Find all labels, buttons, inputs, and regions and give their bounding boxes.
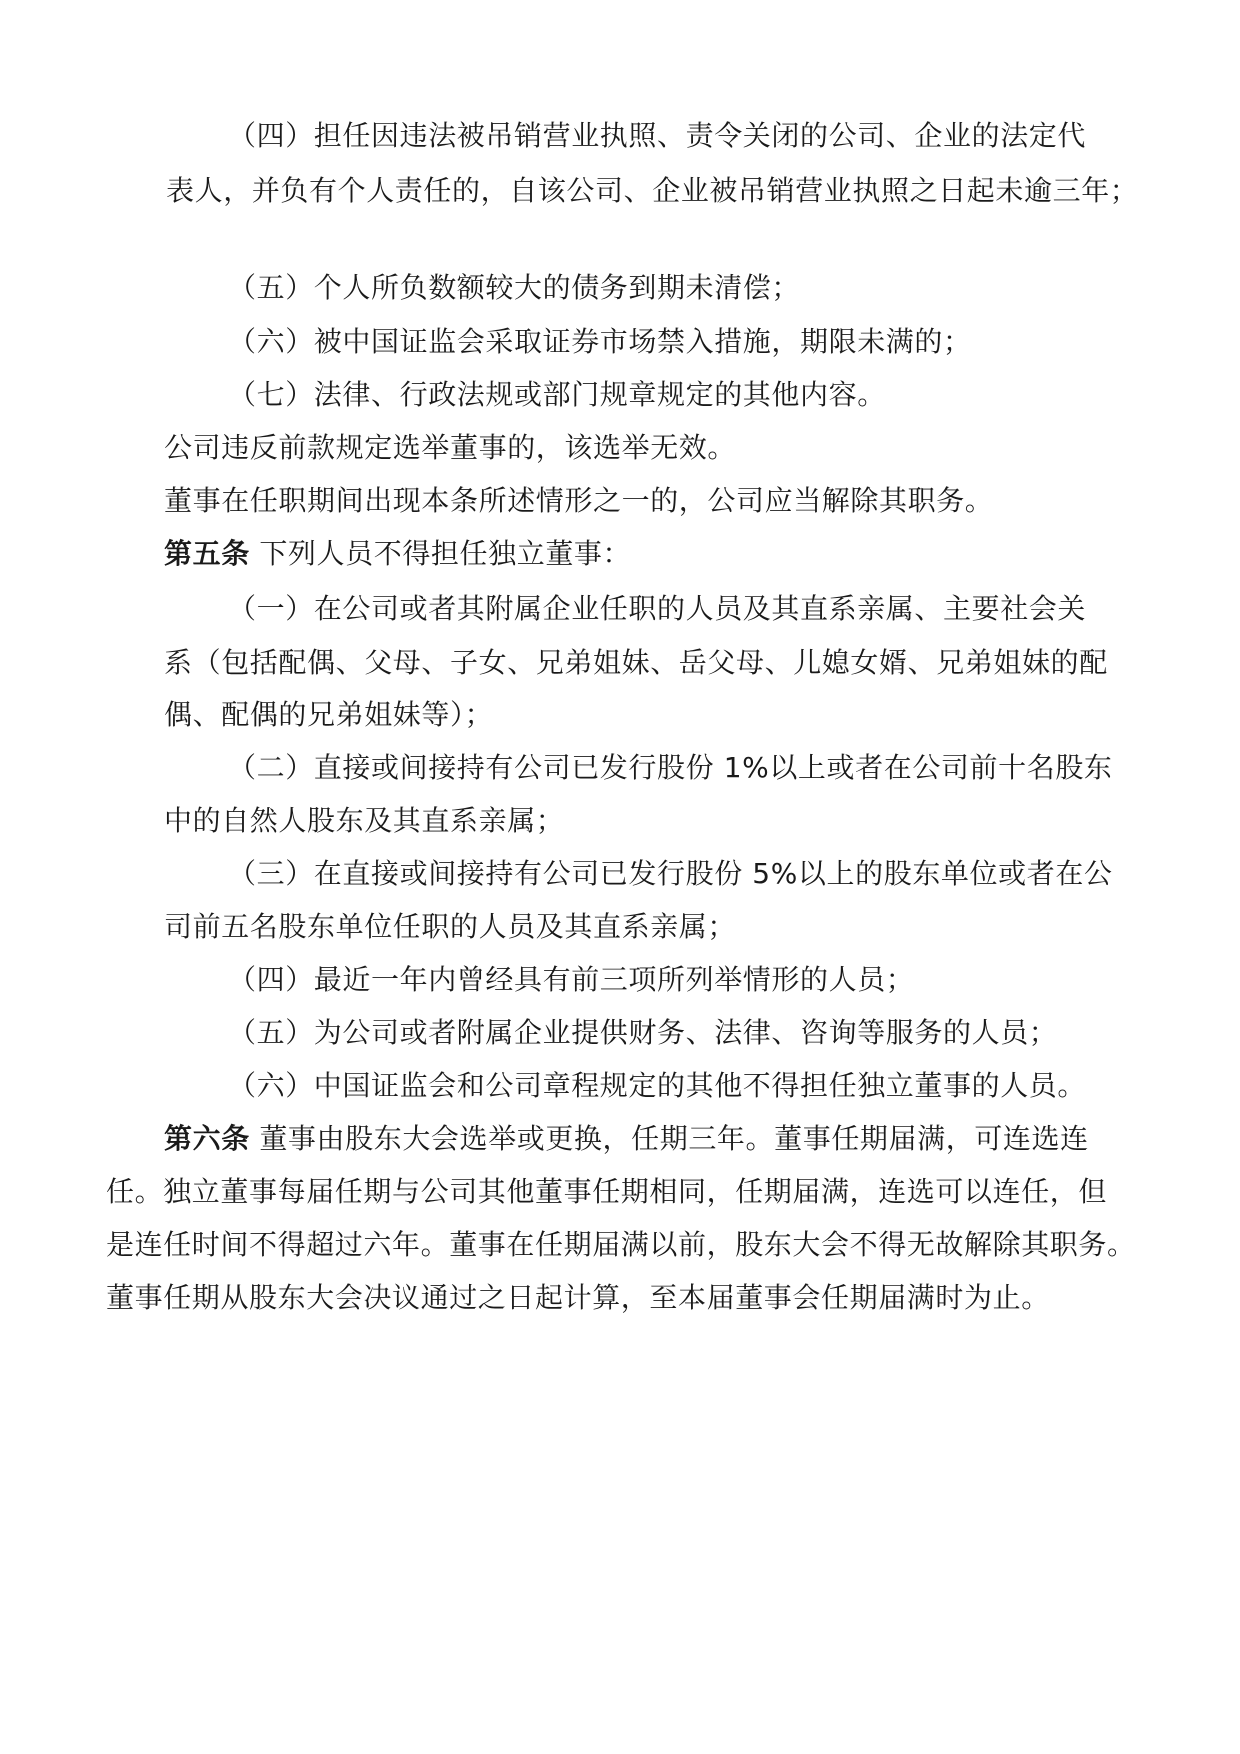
article-5-item-3-line-1: （三）在直接或间接持有公司已发行股份 5%以上的股东单位或者在公 [228, 857, 1113, 890]
article-5-item-1-line-2: 系（包括配偶、父母、子女、兄弟姐妹、岳父母、儿媳女婿、兄弟姐妹的配 [164, 646, 1108, 679]
article-5-item-3-line-2: 司前五名股东单位任职的人员及其直系亲属； [164, 910, 737, 943]
item-4-line-1: （四）担任因违法被吊销营业执照、责令关闭的公司、企业的法定代 [228, 119, 1087, 152]
article-6-line-1-text: 董事由股东大会选举或更换，任期三年。董事任期届满，可连选连 [259, 1122, 1089, 1155]
removal-clause: 董事在任职期间出现本条所述情形之一的，公司应当解除其职务。 [164, 484, 994, 517]
article-5-item-1-line-1: （一）在公司或者其附属企业任职的人员及其直系亲属、主要社会关 [228, 592, 1087, 625]
void-clause: 公司违反前款规定选举董事的，该选举无效。 [164, 431, 737, 464]
article-5-heading: 第五条 [164, 537, 250, 570]
article-5-item-2-line-1: （二）直接或间接持有公司已发行股份 1%以上或者在公司前十名股东 [228, 751, 1113, 784]
article-6-line-2: 任。独立董事每届任期与公司其他董事任期相同，任期届满，连选可以连任，但 [106, 1175, 1108, 1208]
article-6-line-1 [164, 1119, 1089, 1159]
article-5-heading-line [164, 534, 631, 574]
article-5-item-2-line-2: 中的自然人股东及其直系亲属； [164, 804, 565, 837]
article-6-line-3: 是连任时间不得超过六年。董事在任期届满以前，股东大会不得无故解除其职务。 [106, 1228, 1136, 1261]
article-6-heading: 第六条 [164, 1122, 250, 1155]
article-5-intro: 下列人员不得担任独立董事： [259, 537, 632, 570]
article-5-item-5: （五）为公司或者附属企业提供财务、法律、咨询等服务的人员； [228, 1016, 1058, 1049]
article-5-item-6: （六）中国证监会和公司章程规定的其他不得担任独立董事的人员。 [228, 1069, 1087, 1102]
item-5: （五）个人所负数额较大的债务到期未清偿； [228, 271, 801, 304]
item-4-line-2: 表人，并负有个人责任的，自该公司、企业被吊销营业执照之日起未逾三年； [166, 174, 1139, 207]
article-5-item-4: （四）最近一年内曾经具有前三项所列举情形的人员； [228, 963, 915, 996]
article-6-line-4: 董事任期从股东大会决议通过之日起计算，至本届董事会任期届满时为止。 [106, 1281, 1050, 1314]
article-5-item-1-line-3: 偶、配偶的兄弟姐妹等）； [164, 698, 494, 731]
item-6: （六）被中国证监会采取证券市场禁入措施，期限未满的； [228, 325, 972, 358]
item-7: （七）法律、行政法规或部门规章规定的其他内容。 [228, 378, 886, 411]
